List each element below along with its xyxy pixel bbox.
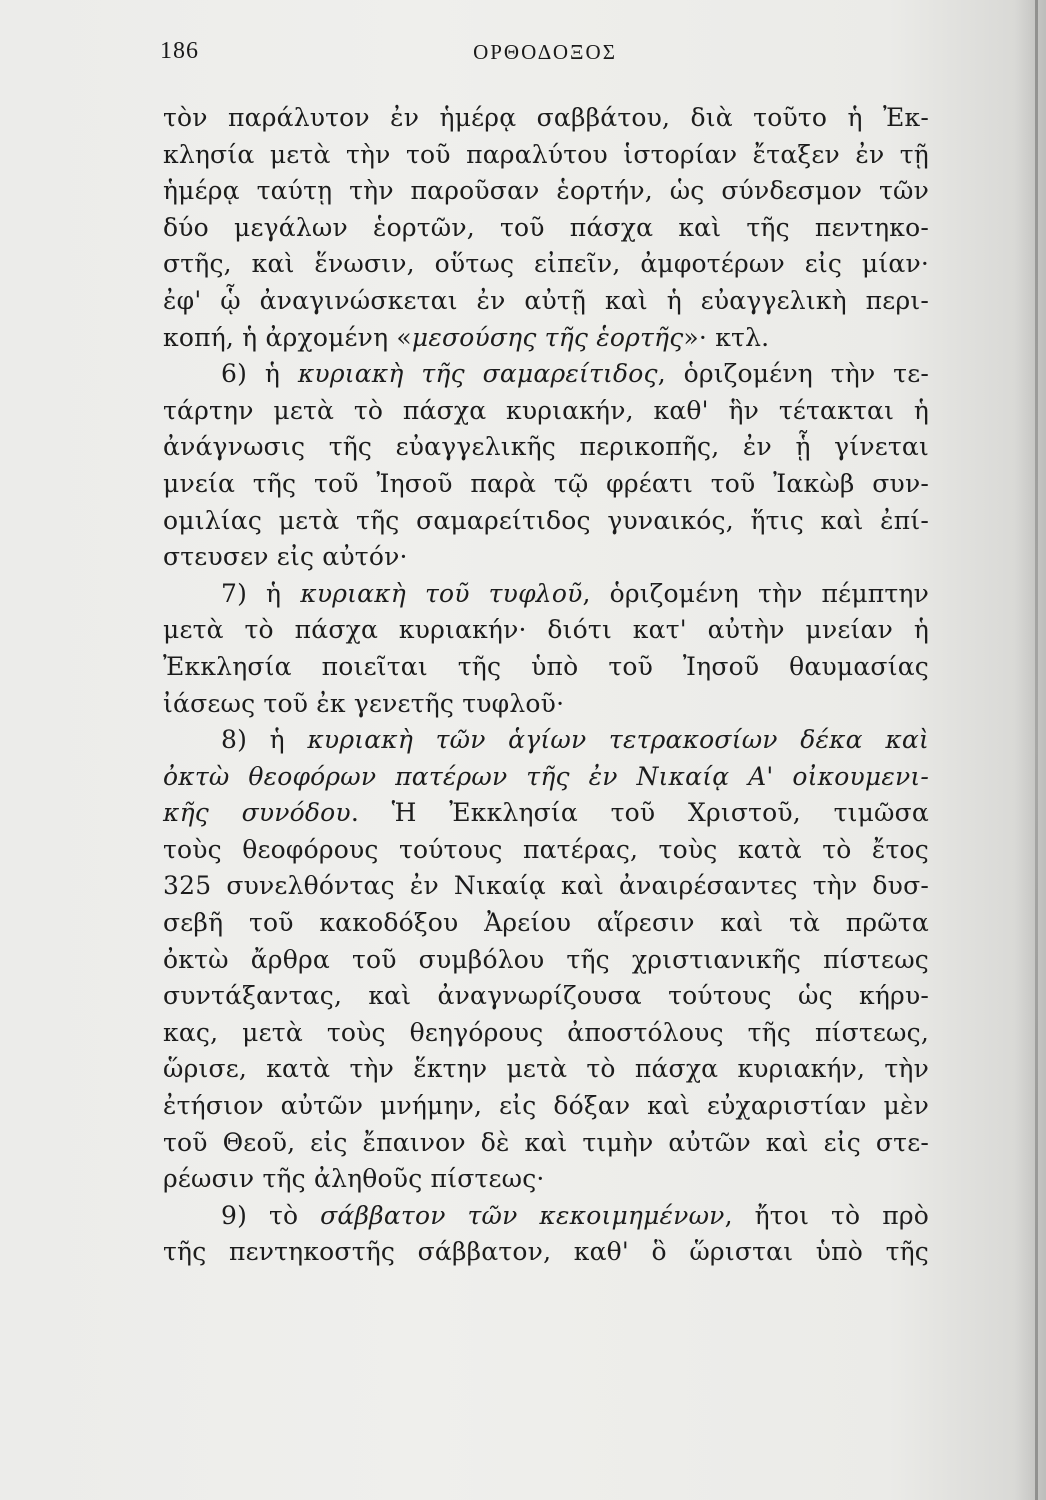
text-line <box>163 759 929 796</box>
text-segment: , ὁριζομένη τὴν τε- <box>657 359 929 389</box>
text-line <box>163 576 929 613</box>
text-line <box>163 503 929 540</box>
text-line <box>163 1088 929 1125</box>
italic-text-segment: μεσούσης τῆς ἑορτῆς <box>411 322 684 352</box>
text-segment: ἡμέρᾳ ταύτῃ τὴν παροῦσαν ἑορτήν, ὡς σύνδεσμον τῶν <box>163 176 929 206</box>
text-line <box>163 466 929 503</box>
text-segment: Ἐκκλησία ποιεῖται τῆς ὑπὸ τοῦ Ἰησοῦ θαυμασίας <box>163 651 929 681</box>
text-segment: 325 συνελθόντας ἐν Νικαίᾳ καὶ ἀναιρέσαντες τὴν δυσ- <box>163 871 929 901</box>
text-segment: 7) ἡ <box>221 578 301 608</box>
text-line <box>163 100 929 137</box>
text-line <box>163 137 929 174</box>
text-segment: στευσεν εἰς αὐτόν· <box>163 542 408 572</box>
text-segment: τῆς πεντηκοστῆς σάββατον, καθ' ὃ ὥρισται ὑπὸ τῆς <box>163 1237 929 1267</box>
text-segment: στῆς, καὶ ἕνωσιν, οὕτως εἰπεῖν, ἀμφοτέρων εἰς μίαν· <box>163 249 929 279</box>
text-segment: ομιλίας μετὰ τῆς σαμαρείτιδος γυναικός, ἥτις καὶ ἐπί- <box>163 505 929 535</box>
text-line <box>163 942 929 979</box>
text-segment: ἀνάγνωσις τῆς εὐαγγελικῆς περικοπῆς, ἐν ᾗ γίνεται <box>163 432 929 462</box>
text-segment: 8) ἡ <box>221 725 308 755</box>
text-line <box>163 210 929 247</box>
body-text <box>163 100 929 1271</box>
text-line <box>163 1234 929 1271</box>
text-segment: ἐτήσιον αὐτῶν μνήμην, εἰς δόξαν καὶ εὐχαριστίαν μὲν <box>163 1091 929 1121</box>
text-segment: , ἤτοι τὸ πρὸ <box>724 1200 929 1230</box>
text-line <box>163 612 929 649</box>
text-segment: κλησία μετὰ τὴν τοῦ παραλύτου ἱστορίαν ἔταξεν ἐν τῇ <box>163 139 929 169</box>
text-segment: συντάξαντας, καὶ ἀναγνωρίζουσα τούτους ὡς κήρυ- <box>163 981 929 1011</box>
italic-text-segment: κυριακὴ τῶν ἁγίων τετρακοσίων δέκα καὶ <box>307 725 929 755</box>
text-segment: τοῦ Θεοῦ, εἰς ἔπαινον δὲ καὶ τιμὴν αὐτῶν καὶ εἰς στε- <box>163 1127 929 1157</box>
text-line <box>163 905 929 942</box>
text-line <box>163 173 929 210</box>
text-segment: 9) τὸ <box>221 1200 321 1230</box>
text-segment: ὀκτὼ ἄρθρα τοῦ συμβόλου τῆς χριστιανικῆς πίστεως <box>163 944 929 974</box>
italic-text-segment: κυριακὴ τοῦ τυφλοῦ <box>300 578 583 608</box>
text-segment: ἰάσεως τοῦ ἐκ γενετῆς τυφλοῦ· <box>163 688 565 718</box>
text-segment: ὥρισε, κατὰ τὴν ἕκτην μετὰ τὸ πάσχα κυριακήν, τὴν <box>163 1054 929 1084</box>
text-segment: τὸν παράλυτον ἐν ἡμέρᾳ σαββάτου, διὰ τοῦτο ἡ Ἐκ- <box>163 103 929 132</box>
text-line <box>163 978 929 1015</box>
text-segment: τάρτην μετὰ τὸ πάσχα κυριακήν, καθ' ἣν τέτακται ἡ <box>163 395 929 425</box>
text-line <box>163 1051 929 1088</box>
text-segment: »· κτλ. <box>683 322 770 352</box>
text-line <box>163 356 929 393</box>
text-line <box>163 1015 929 1052</box>
page-number: 186 <box>160 38 199 64</box>
text-segment: 6) ἡ <box>221 359 298 389</box>
page-header <box>160 38 930 78</box>
text-line <box>163 832 929 869</box>
text-line <box>163 649 929 686</box>
italic-text-segment: κυριακὴ τῆς σαμαρείτιδος <box>297 359 658 389</box>
text-line <box>163 1198 929 1235</box>
text-segment: σεβῆ τοῦ κακοδόξου Ἀρείου αἵρεσιν καὶ τὰ πρῶτα <box>163 908 929 938</box>
text-segment: κας, μετὰ τοὺς θεηγόρους ἀποστόλους τῆς πίστεως, <box>163 1017 929 1047</box>
text-line <box>163 539 929 576</box>
italic-text-segment: ὀκτὼ θεοφόρων πατέρων τῆς ἐν Νικαίᾳ Α' οἰκουμενι- <box>163 761 929 791</box>
text-segment: ρέωσιν τῆς ἀληθοῦς πίστεως· <box>163 1164 545 1194</box>
text-line <box>163 1161 929 1198</box>
page-binding-edge <box>1035 0 1038 1500</box>
text-segment: , ὁριζομένη τὴν πέμπτην <box>582 578 930 608</box>
italic-text-segment: σάββατον τῶν κεκοιμημένων <box>320 1200 725 1230</box>
text-line <box>163 1125 929 1162</box>
text-line <box>163 722 929 759</box>
running-title: ΟΡΘΟΔΟΞΟΣ <box>473 40 617 64</box>
text-line <box>163 393 929 430</box>
text-line <box>163 283 929 320</box>
text-segment: τοὺς θεοφόρους τούτους πατέρας, τοὺς κατὰ τὸ ἔτος <box>163 834 929 864</box>
text-segment: δύο μεγάλων ἑορτῶν, τοῦ πάσχα καὶ τῆς πεντηκο- <box>163 212 929 242</box>
text-line <box>163 868 929 905</box>
text-line <box>163 429 929 466</box>
text-line <box>163 246 929 283</box>
text-line <box>163 686 929 723</box>
text-line <box>163 795 929 832</box>
text-segment: μνεία τῆς τοῦ Ἰησοῦ παρὰ τῷ φρέατι τοῦ Ἰακὼβ συν- <box>163 468 929 498</box>
text-segment: . Ἡ Ἐκκλησία τοῦ Χριστοῦ, τιμῶσα <box>350 798 929 828</box>
text-segment: κοπή, ἡ ἀρχομένη « <box>163 322 412 352</box>
text-segment: μετὰ τὸ πάσχα κυριακήν· διότι κατ' αὐτὴν μνείαν ἡ <box>163 615 929 645</box>
text-segment: ἐφ' ᾧ ἀναγινώσκεται ἐν αὐτῇ καὶ ἡ εὐαγγελικὴ περι- <box>163 285 929 315</box>
italic-text-segment: κῆς συνόδου <box>163 798 351 828</box>
text-line <box>163 320 929 357</box>
